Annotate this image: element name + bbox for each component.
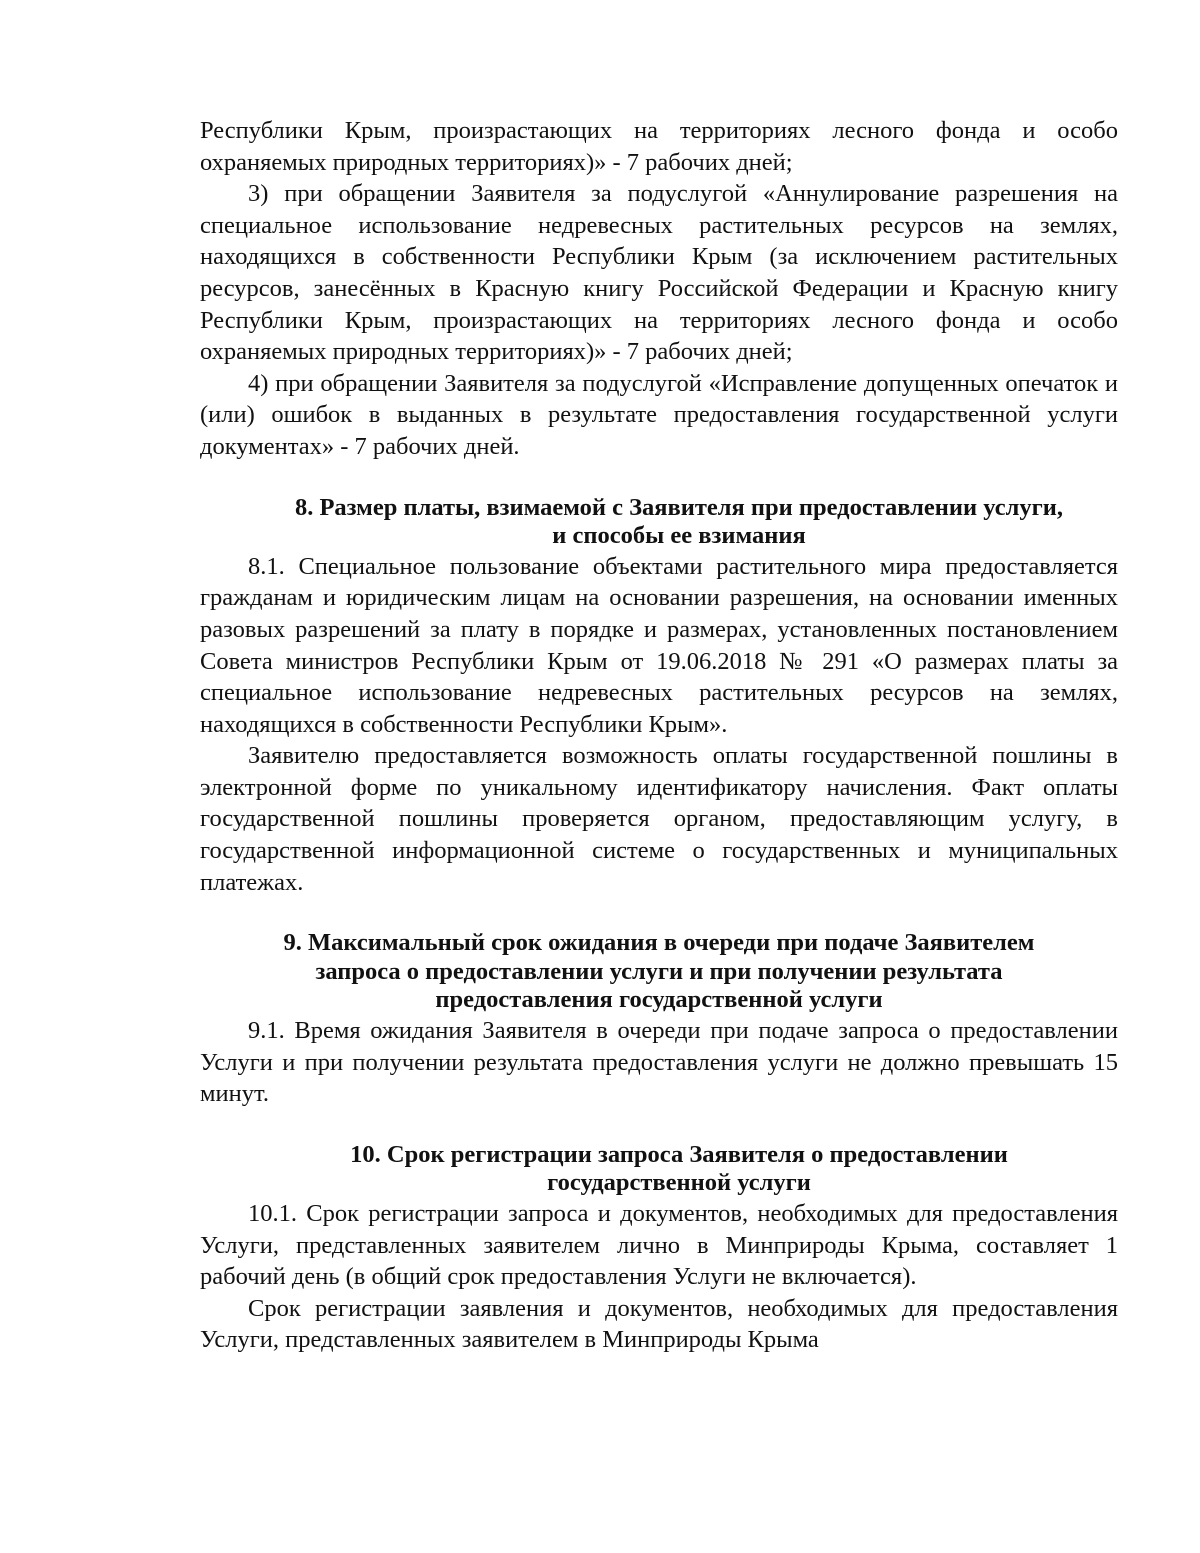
section-10-heading-line-1: 10. Срок регистрации запроса Заявителя о предоставлении	[350, 1140, 1008, 1168]
section-10-heading	[200, 1141, 1118, 1198]
paragraph-payment: Заявителю предоставляется возможность оплаты государственной пошлины в электронной форме по уникальному идентификатору начисления. Факт оплаты государственной пошлины проверяется органом, предоставляющим услугу, в государственной информационной системе о государственных и муниципальных платежах.	[200, 742, 1118, 896]
paragraph-item-4: 4) при обращении Заявителя за подуслугой «Исправление допущенных опечаток и (или) ошибок в выданных в результате предоставления государственной услуги документах» - 7 рабочих дней.	[200, 369, 1118, 460]
section-10-heading-line-2: государственной услуги	[547, 1169, 811, 1197]
paragraph-item-3: 3) при обращении Заявителя за подуслугой «Аннулирование разрешения на специальное использование недревесных растительных ресурсов на землях, находящихся в собственности Республики Крым (за исключением растительных ресурсов, занесённых в Красную книгу Российской Федерации и Красную книгу Республики Крым, произрастающих на территориях лесного фонда и особо охраняемых природных территориях)» - 7 рабочих дней;	[200, 180, 1118, 366]
section-8-heading-line-1: 8. Размер платы, взимаемой с Заявителя при предоставлении услуги,	[294, 493, 1064, 521]
section-8-heading	[200, 494, 1118, 551]
section-9-heading-line-2: запроса о предоставлении услуги и при получении результата	[315, 957, 1003, 985]
paragraph-9-1: 9.1. Время ожидания Заявителя в очереди при подаче запроса о предоставлении Услуги и при получении результата предоставления услуги не должно превышать 15 минут.	[200, 1017, 1118, 1108]
section-8-heading-line-2: и способы ее взимания	[552, 522, 806, 550]
paragraph-8-1: 8.1. Специальное пользование объектами растительного мира предоставляется гражданам и юридическим лицам на основании разрешения, на основании именных разовых разрешений за плату в порядке и размерах, установленных постановлением Совета министров Республики Крым от 19.06.2018 № 291 «О размерах платы за специальное использование недревесных растительных ресурсов на землях, находящихся в собственности Республики Крым».	[200, 552, 1118, 738]
paragraph-continuation: Республики Крым, произрастающих на территориях лесного фонда и особо охраняемых природных территориях)» - 7 рабочих дней;	[200, 117, 1118, 176]
section-9-heading	[200, 929, 1118, 1015]
section-9-heading-line-3: предоставления государственной услуги	[435, 986, 883, 1014]
document-body	[200, 115, 1118, 1356]
section-9-heading-line-1: 9. Максимальный срок ожидания в очереди при подаче Заявителем	[283, 929, 1035, 957]
paragraph-registration: Срок регистрации заявления и документов, необходимых для предоставления Услуги, представленных заявителем в Минприроды Крыма	[200, 1294, 1118, 1354]
paragraph-10-1: 10.1. Срок регистрации запроса и документов, необходимых для предоставления Услуги, представленных заявителем лично в Минприроды Крыма, составляет 1 рабочий день (в общий срок предоставления Услуги не включается).	[200, 1200, 1118, 1291]
